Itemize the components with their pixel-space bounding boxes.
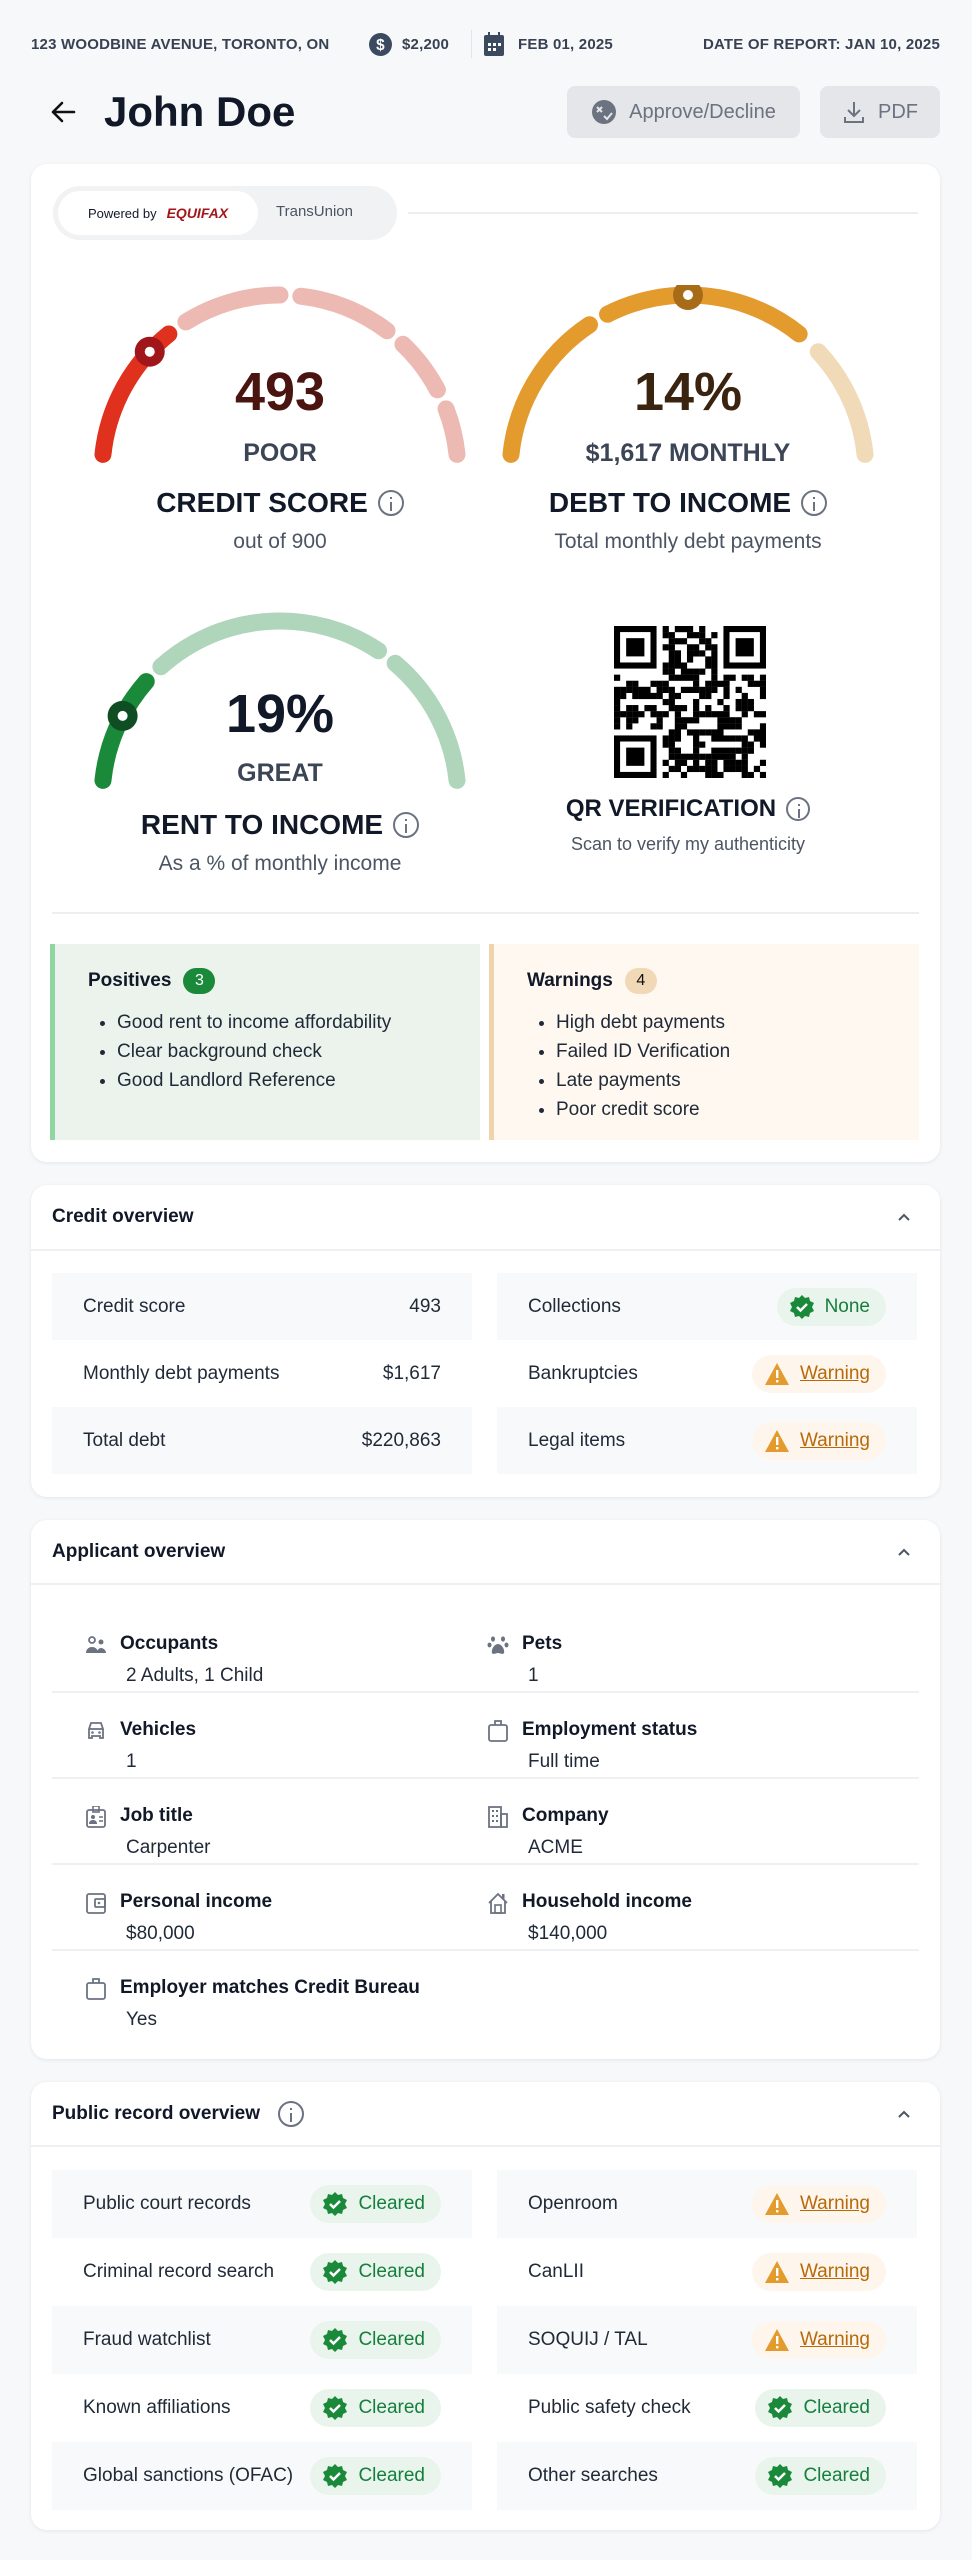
- section-divider: [52, 912, 919, 914]
- applicant-row: [52, 1865, 919, 1951]
- powered-by-label: Powered by: [87, 205, 157, 221]
- cell-label: Monthly debt payments: [83, 1362, 280, 1384]
- field-value: $140,000: [528, 1923, 608, 1944]
- rent-to-income-rating: GREAT: [237, 759, 323, 787]
- status-badge: [310, 2389, 441, 2427]
- record-row: [497, 1407, 917, 1474]
- record-row: [52, 1407, 472, 1474]
- status-text: Cleared: [358, 2329, 425, 2350]
- status-badge[interactable]: [752, 1355, 886, 1393]
- field-label: Employer matches Credit Bureau: [120, 1977, 420, 1998]
- house-icon: [487, 1892, 509, 1914]
- list-item: • High debt payments: [556, 1008, 730, 1037]
- applicant-overview-header[interactable]: [31, 1520, 940, 1585]
- field-label: Company: [522, 1805, 609, 1826]
- approve-decline-icon: [591, 99, 617, 125]
- list-item: • Failed ID Verification: [556, 1037, 730, 1066]
- field-label: Household income: [522, 1891, 692, 1912]
- pdf-download-button[interactable]: [820, 86, 940, 138]
- applicant-overview-card: [31, 1520, 940, 2059]
- applicant-row: [52, 1779, 919, 1865]
- applicant-row: [52, 1693, 919, 1779]
- qr-subtitle: Scan to verify my authenticity: [570, 834, 806, 854]
- positives-panel: [50, 944, 480, 1140]
- warnings-count: 4: [625, 968, 657, 994]
- gauge-indicator-center: [683, 290, 693, 300]
- rent-value: $2,200: [402, 35, 450, 53]
- credit-score-value: 493: [234, 362, 326, 422]
- back-arrow-icon[interactable]: [50, 100, 76, 124]
- pdf-label: PDF: [878, 100, 918, 123]
- debt-to-income-subtitle: Total monthly debt payments: [554, 530, 822, 553]
- record-row: [52, 2306, 472, 2374]
- credit-overview-header[interactable]: [31, 1185, 940, 1251]
- report-date: DATE OF REPORT: JAN 10, 2025: [702, 35, 940, 53]
- record-row: [497, 2374, 917, 2442]
- record-row: [497, 2442, 917, 2510]
- cell-value: 493: [409, 1295, 441, 1317]
- building-icon: [487, 1806, 509, 1828]
- status-badge: [310, 2253, 441, 2291]
- warning-triangle-icon: [764, 2328, 790, 2352]
- download-icon: [842, 100, 866, 124]
- list-item: • Good Landlord Reference: [117, 1066, 391, 1095]
- rent-to-income-title: [76, 811, 484, 839]
- status-text[interactable]: Warning: [799, 1429, 870, 1451]
- status-text: Cleared: [358, 2261, 425, 2282]
- field-value: Full time: [528, 1751, 600, 1772]
- record-row: [52, 1273, 472, 1340]
- bureau-option-transunion[interactable]: TransUnion: [276, 203, 353, 220]
- record-row: [52, 2442, 472, 2510]
- record-row: [497, 2238, 917, 2306]
- list-item: • Poor credit score: [556, 1095, 730, 1124]
- cell-label: Collections: [528, 1295, 621, 1317]
- status-text[interactable]: Warning: [799, 1362, 870, 1384]
- occupants-icon: [85, 1634, 107, 1656]
- rent-to-income-subtitle: As a % of monthly income: [158, 852, 402, 875]
- list-item: • Good rent to income affordability: [117, 1008, 391, 1037]
- approve-decline-button[interactable]: [567, 86, 800, 138]
- positives-title: Positives: [88, 970, 172, 991]
- gauge-segment-active: [608, 295, 800, 334]
- move-in-date: [484, 32, 613, 56]
- positives-count: 3: [183, 968, 215, 994]
- qr-code[interactable]: [614, 626, 766, 778]
- warning-triangle-icon: [764, 2192, 790, 2216]
- status-text: Cleared: [803, 2397, 870, 2418]
- status-text: None: [824, 1295, 870, 1317]
- record-row: [497, 1273, 917, 1340]
- gauge-segment-inactive: [186, 295, 280, 322]
- record-row: [52, 2238, 472, 2306]
- cell-label: Other searches: [528, 2465, 658, 2486]
- verified-check-icon: [322, 2327, 348, 2353]
- credit-overview-title: Credit overview: [52, 1206, 194, 1227]
- bureau-toggle[interactable]: [53, 186, 397, 240]
- qr-verification: [484, 611, 892, 911]
- status-badge: [777, 1288, 886, 1326]
- applicant-row: [52, 1607, 919, 1693]
- cell-label: Public safety check: [528, 2397, 691, 2418]
- gauge-segment-inactive: [161, 621, 379, 667]
- warning-triangle-icon: [764, 1429, 790, 1453]
- dollar-icon: [369, 33, 392, 56]
- rent-to-income-title-text: RENT TO INCOME: [140, 809, 384, 840]
- qr-title-text: QR VERIFICATION: [565, 795, 777, 822]
- svg-text:$: $: [376, 36, 385, 54]
- verified-check-icon: [789, 1294, 815, 1320]
- status-badge: [310, 2185, 441, 2223]
- cell-label: Global sanctions (OFAC): [83, 2465, 294, 2486]
- list-item: • Clear background check: [117, 1037, 391, 1066]
- verified-check-icon: [322, 2463, 348, 2489]
- public-record-header[interactable]: [31, 2082, 940, 2147]
- info-icon[interactable]: [786, 797, 810, 821]
- field-label: Pets: [522, 1633, 563, 1654]
- field-value: Yes: [126, 2009, 157, 2030]
- warnings-title: Warnings: [527, 970, 613, 991]
- public-record-overview-card: [31, 2082, 940, 2530]
- cell-label: Bankruptcies: [528, 1362, 638, 1384]
- list-item: • Late payments: [556, 1066, 730, 1095]
- info-icon[interactable]: [801, 490, 827, 516]
- approve-decline-label: Approve/Decline: [629, 100, 776, 123]
- positives-list: [117, 1008, 391, 1095]
- cell-label: Legal items: [528, 1429, 626, 1451]
- status-badge[interactable]: [752, 1422, 886, 1460]
- verified-check-icon: [322, 2395, 348, 2421]
- meta-divider: [471, 30, 472, 58]
- cell-label: Known affiliations: [83, 2397, 231, 2418]
- status-text: Cleared: [358, 2465, 425, 2486]
- field-value: $80,000: [126, 1923, 195, 1944]
- status-text: Cleared: [358, 2193, 425, 2214]
- debt-to-income-title: [484, 489, 892, 517]
- field-value: ACME: [528, 1837, 583, 1858]
- gauge-segment-inactive: [301, 296, 387, 331]
- record-row: [52, 1340, 472, 1407]
- applicant-row: [52, 1951, 919, 2037]
- car-icon: [85, 1720, 107, 1742]
- verified-check-icon: [767, 2463, 793, 2489]
- cell-label: Openroom: [528, 2193, 618, 2214]
- status-text: Cleared: [803, 2465, 870, 2486]
- rent-to-income-gauge: [76, 611, 484, 911]
- verified-check-icon: [767, 2395, 793, 2421]
- credit-score-rating: POOR: [243, 439, 317, 467]
- verified-check-icon: [322, 2191, 348, 2217]
- cell-label: Fraud watchlist: [83, 2329, 211, 2350]
- cell-label: Criminal record search: [83, 2261, 275, 2282]
- field-label: Vehicles: [120, 1719, 197, 1740]
- debt-monthly-amount: $1,617 MONTHLY: [585, 439, 791, 467]
- record-row: [52, 2374, 472, 2442]
- warnings-heading: [527, 968, 657, 994]
- cell-label: Total debt: [83, 1429, 166, 1451]
- field-label: Occupants: [120, 1633, 219, 1654]
- rent-to-income-value: 19%: [225, 684, 335, 744]
- credit-score-title-text: CREDIT SCORE: [156, 487, 368, 518]
- positives-heading: [88, 968, 215, 994]
- move-in-value: FEB 01, 2025: [518, 35, 613, 53]
- credit-score-subtitle: out of 900: [233, 530, 327, 553]
- equifax-logo: EQUIFAX: [166, 205, 229, 221]
- cell-label: Credit score: [83, 1295, 186, 1317]
- paw-icon: [487, 1634, 509, 1656]
- verified-check-icon: [322, 2259, 348, 2285]
- field-value: Carpenter: [126, 1837, 211, 1858]
- status-text[interactable]: Warning: [799, 2193, 870, 2214]
- info-icon[interactable]: [278, 2101, 304, 2127]
- debt-to-income-title-text: DEBT TO INCOME: [548, 487, 792, 518]
- field-value: 1: [126, 1751, 137, 1772]
- summary-card: [31, 164, 940, 1162]
- public-record-title: Public record overview: [52, 2102, 261, 2124]
- warning-triangle-icon: [764, 1362, 790, 1386]
- cell-value: $1,617: [382, 1362, 441, 1384]
- cell-label: CanLII: [528, 2261, 584, 2282]
- status-badge: [755, 2457, 886, 2495]
- field-value: 1: [528, 1665, 539, 1686]
- record-row: [497, 1340, 917, 1407]
- status-badge[interactable]: [752, 2321, 886, 2359]
- credit-overview-card: [31, 1185, 940, 1497]
- chevron-up-icon[interactable]: [894, 1542, 914, 1562]
- status-text: Cleared: [358, 2397, 425, 2418]
- chevron-up-icon[interactable]: [894, 1207, 914, 1227]
- debt-to-income-gauge: [484, 285, 892, 585]
- status-text[interactable]: Warning: [799, 2261, 870, 2282]
- credit-score-gauge: [76, 285, 484, 585]
- field-label: Personal income: [120, 1891, 273, 1912]
- warnings-list: [556, 1008, 730, 1124]
- applicant-overview-title: Applicant overview: [52, 1540, 226, 1562]
- cell-value: $220,863: [361, 1429, 441, 1451]
- status-badge[interactable]: [752, 2253, 886, 2291]
- chevron-up-icon[interactable]: [894, 2104, 914, 2124]
- debt-to-income-value: 14%: [633, 362, 743, 422]
- bureau-divider: [408, 212, 918, 214]
- briefcase-icon: [487, 1720, 509, 1742]
- info-icon[interactable]: [378, 490, 404, 516]
- record-row: [497, 2306, 917, 2374]
- qr-title: [484, 797, 892, 821]
- info-icon[interactable]: [393, 812, 419, 838]
- status-badge: [755, 2389, 886, 2427]
- status-badge: [310, 2321, 441, 2359]
- gauge-indicator-center: [145, 347, 155, 357]
- status-badge: [310, 2457, 441, 2495]
- property-address: 123 WOODBINE AVENUE, TORONTO, ON: [31, 35, 330, 53]
- applicant-name: John Doe: [104, 88, 296, 135]
- rent-amount: [369, 32, 449, 56]
- wallet-icon: [85, 1892, 107, 1914]
- warnings-panel: [489, 944, 919, 1140]
- field-value: 2 Adults, 1 Child: [126, 1665, 264, 1686]
- status-badge[interactable]: [752, 2185, 886, 2223]
- cell-label: SOQUIJ / TAL: [528, 2329, 648, 2350]
- warning-triangle-icon: [764, 2260, 790, 2284]
- field-label: Employment status: [522, 1719, 698, 1740]
- calendar-icon: [484, 32, 504, 56]
- cell-label: Public court records: [83, 2193, 251, 2214]
- bureau-option-equifax[interactable]: [58, 191, 258, 235]
- status-text[interactable]: Warning: [799, 2329, 870, 2350]
- credit-score-title: [76, 489, 484, 517]
- briefcase-icon: [85, 1978, 107, 2000]
- id-badge-icon: [85, 1806, 107, 1828]
- record-row: [52, 2170, 472, 2238]
- field-label: Job title: [120, 1805, 193, 1826]
- record-row: [497, 2170, 917, 2238]
